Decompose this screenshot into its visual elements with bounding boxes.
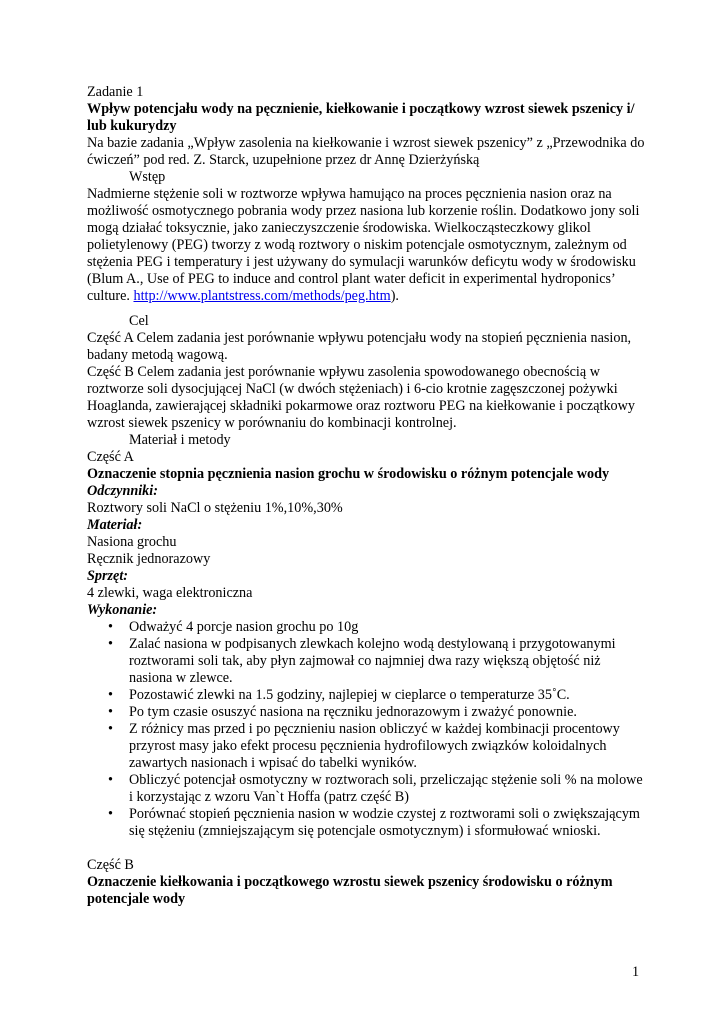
intro-tail: ). (390, 288, 399, 304)
material-item: Ręcznik jednorazowy (87, 551, 211, 567)
procedure-step-text: Zalać nasiona w podpisanych zlewkach kolejno wodą destylowaną i przygotowanymi roztworami soli tak, aby płyn zajmował co najmniej dwa razy większą objętość niż nasiona w zlewce. (129, 636, 616, 686)
material-label: Materiał: (87, 517, 143, 533)
document-title: Wpływ potencjału wody na pęcznienie, kiełkowanie i początkowy wzrost siewek pszenicy i/ lub kukurydzy (87, 101, 635, 134)
bullet-icon: • (108, 619, 113, 635)
intro-text: Nadmierne stężenie soli w roztworze wpływa hamująco na proces pęcznienia nasion oraz na możliwość osmotycznego pobrania wody przez nasiona lub korzenie roślin. Dodatkowo jony soli mogą działać toksycznie, jako zanieczyszczenie środowiska. Wielkocząsteczkowy glikol polietylenowy (PEG) tworzy z wodą roztwory o niskim potencjale osmotycznym, zależnym od stężenia PEG i temperatury i jest używany do symulacji warunków deficytu wody w środowisku (Blum A., Use of PEG to induce and control plant water deficit in experimental hydroponics’ culture. (87, 186, 640, 304)
reagents-label: Odczynniki: (87, 483, 158, 499)
document-page (87, 84, 647, 908)
page-number: 1 (632, 964, 640, 980)
procedure-step (87, 704, 647, 721)
part-b-label: Część B (87, 857, 134, 873)
goal-part-b: Część B Celem zadania jest porównanie wpływu zasolenia spowodowanego obecnością w roztworze soli dysocjującej NaCl (w dwóch stężeniach) i 6-cio krotnie zagęszczonej pożywki Hoaglanda, zawierającej składniki pokarmowe oraz roztworu PEG na kiełkowanie i początkowy wzrost siewek pszenicy w porównaniu do kombinacji kontrolnej. (87, 364, 635, 431)
procedure-step-text: Odważyć 4 porcje nasion grochu po 10g (129, 619, 359, 635)
procedure-label: Wykonanie: (87, 602, 158, 618)
procedure-step-text: Obliczyć potencjał osmotyczny w roztworach soli, przeliczając stężenie soli % na molowe i korzystając z wzoru Van`t Hoffa (patrz część B) (129, 772, 643, 805)
procedure-step (87, 772, 647, 806)
intro-paragraph (87, 186, 647, 305)
procedure-step (87, 636, 647, 687)
source-note: Na bazie zadania „Wpływ zasolenia na kiełkowanie i wzrost siewek pszenicy” z „Przewodnika do ćwiczeń” pod red. Z. Starck, uzupełnione przez dr Annę Dzierżyńską (87, 135, 645, 168)
task-label: Zadanie 1 (87, 84, 144, 100)
bullet-icon: • (108, 687, 113, 703)
bullet-icon: • (108, 636, 113, 652)
intro-heading: Wstęp (129, 169, 166, 185)
part-b-title: Oznaczenie kiełkowania i początkowego wzrostu siewek pszenicy środowisku o różnym potencjale wody (87, 874, 613, 907)
procedure-step-text: Porównać stopień pęcznienia nasion w wodzie czystej z roztworami soli o zwiększającym się stężeniu (zmniejszającym się potencjale osmotycznym) i sformułować wnioski. (129, 806, 640, 839)
procedure-step (87, 619, 647, 636)
procedure-step-text: Pozostawić zlewki na 1.5 godziny, najlepiej w cieplarce o temperaturze 35˚C. (129, 687, 570, 703)
plantstress-link[interactable]: http://www.plantstress.com/methods/peg.htm (133, 288, 391, 304)
bullet-icon: • (108, 704, 113, 720)
procedure-step (87, 806, 647, 840)
reagents-text: Roztwory soli NaCl o stężeniu 1%,10%,30% (87, 500, 343, 516)
equipment-text: 4 zlewki, waga elektroniczna (87, 585, 253, 601)
equipment-label: Sprzęt: (87, 568, 128, 584)
procedure-step (87, 721, 647, 772)
bullet-icon: • (108, 772, 113, 788)
material-item: Nasiona grochu (87, 534, 177, 550)
procedure-list (87, 619, 647, 840)
goal-heading: Cel (129, 313, 149, 329)
procedure-step-text: Po tym czasie osuszyć nasiona na ręczniku jednorazowym i zważyć ponownie. (129, 704, 577, 720)
bullet-icon: • (108, 806, 113, 822)
part-a-title: Oznaczenie stopnia pęcznienia nasion grochu w środowisku o różnym potencjale wody (87, 466, 610, 482)
goal-part-a: Część A Celem zadania jest porównanie wpływu potencjału wody na stopień pęcznienia nasion, badany metodą wagową. (87, 330, 632, 363)
part-a-label: Część A (87, 449, 134, 465)
procedure-step (87, 687, 647, 704)
procedure-step-text: Z różnicy mas przed i po pęcznieniu nasion obliczyć w każdej kombinacji procentowy przyrost masy jako efekt procesu pęcznienia hydrofilowych związków koloidalnych zawartych nasionach i wpisać do tabelki wyników. (129, 721, 620, 771)
bullet-icon: • (108, 721, 113, 737)
methods-heading: Materiał i metody (129, 432, 231, 448)
